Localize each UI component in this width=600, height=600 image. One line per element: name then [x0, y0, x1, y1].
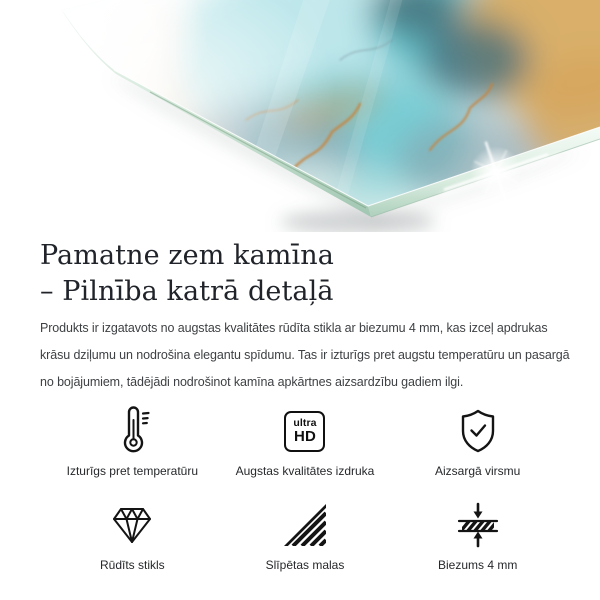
- intro-line-3: no bojājumiem, tādējādi nodrošinot kamīna apkārtnes aizsardzību gadiem ilgi.: [40, 375, 464, 389]
- intro-line-2: krāsu dziļumu un nodrošina elegantu spīdumu. Tas ir izturīgs pret augstu temperatūru un pasargā: [40, 348, 570, 362]
- intro-paragraph: [40, 315, 570, 396]
- beveled-edge-icon: [283, 500, 327, 550]
- feature-grid: [40, 406, 570, 572]
- glass-panel-artwork: [0, 0, 600, 232]
- marble-print: [0, 0, 600, 232]
- feature-label: Rūdīts stikls: [99, 558, 165, 572]
- title-line-1: Pamatne zem kamīna: [40, 240, 334, 271]
- ultra-hd-icon: [284, 406, 325, 456]
- diamond-icon: [109, 500, 155, 550]
- feature-tempered-glass: [46, 500, 219, 572]
- feature-label: Augstas kvalitātes izdruka: [235, 464, 375, 478]
- intro-line-1: Produkts ir izgatavots no augstas kvalitātes rūdīta stikla ar biezumu 4 mm, kas izceļ apdrukas: [40, 321, 548, 335]
- ultra-hd-icon-text-top: ultra: [293, 417, 317, 429]
- compress-thickness-icon: [454, 500, 502, 550]
- feature-label: Biezums 4 mm: [437, 558, 518, 572]
- shield-check-icon: [456, 406, 500, 456]
- page-title: [40, 238, 570, 310]
- thermometer-icon: [110, 406, 154, 456]
- title-line-2: – Pilnība katrā detaļā: [40, 276, 334, 307]
- feature-label: Aizsargā virsmu: [434, 464, 521, 478]
- content-section: [0, 232, 600, 572]
- feature-polished-edges: [219, 500, 392, 572]
- feature-thickness: [391, 500, 564, 572]
- feature-temperature: [46, 406, 219, 478]
- hero-image: [0, 0, 600, 232]
- feature-label: Slīpētas malas: [265, 558, 345, 572]
- feature-protection: [391, 406, 564, 478]
- ultra-hd-icon-text-bottom: HD: [293, 428, 317, 445]
- feature-label: Izturīgs pret temperatūru: [66, 464, 199, 478]
- feature-print-quality: [219, 406, 392, 478]
